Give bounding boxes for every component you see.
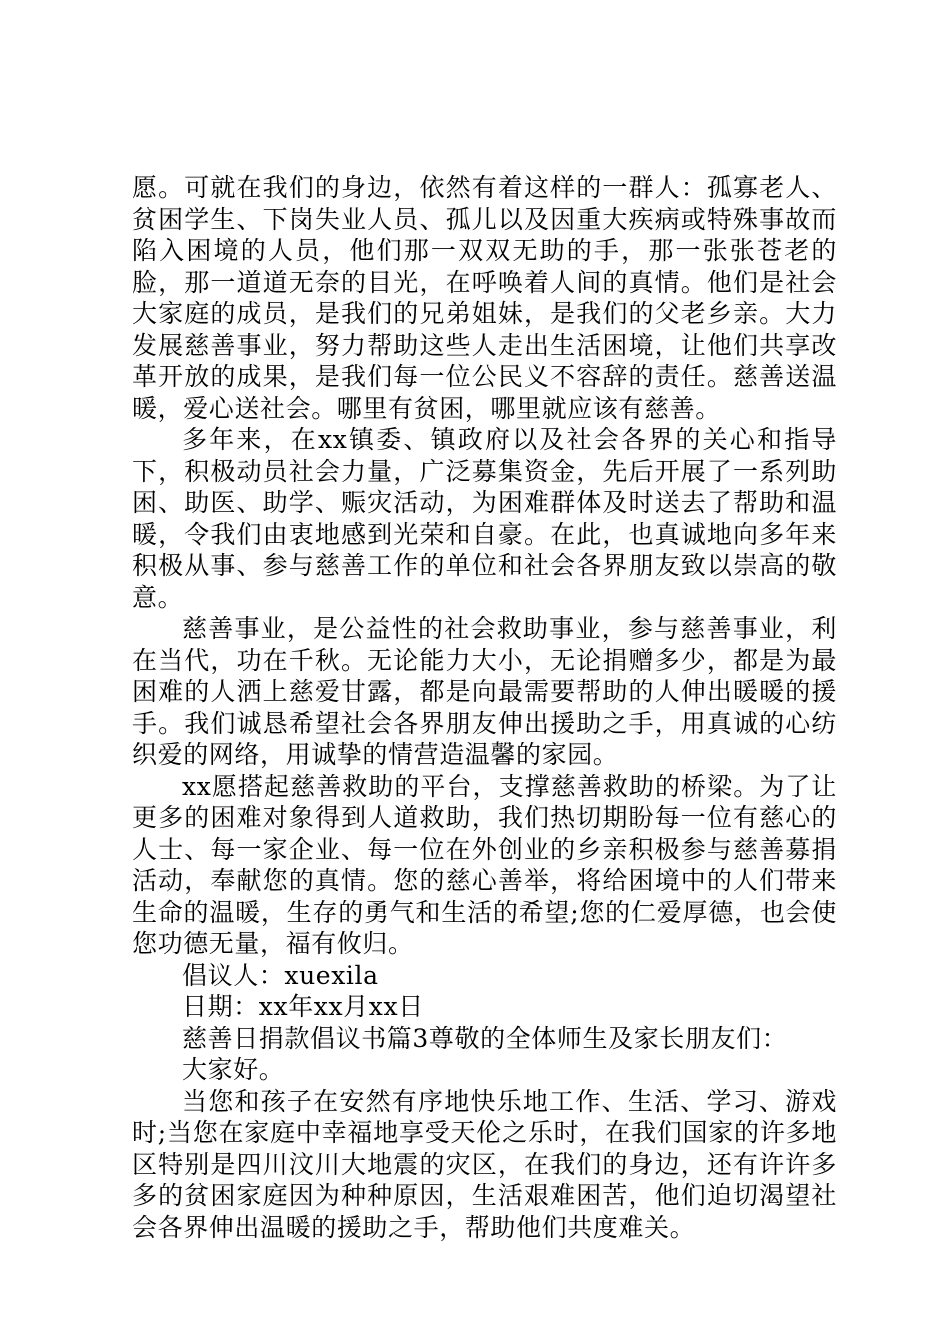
- proposer-line: 倡议人：xuexila: [182, 960, 379, 990]
- section-heading: 慈善日捐款倡议书篇3尊敬的全体师生及家长朋友们：: [182, 1023, 788, 1053]
- date-line: 日期：xx年xx月xx日: [182, 992, 424, 1021]
- paragraph-over-the-years: 多年来，在xx镇委、镇政府以及社会各界的关心和指导下，积极动员社会力量，广泛募集资金，先后开展了一系列助困、助医、助学、赈灾活动，为困难群体及时送去了帮助和温暖，令我们由衷地感到光荣和自豪。在此，也真诚地向多年来积极从事、参与慈善工作的单位和社会各界朋友致以崇高的敬意。: [132, 425, 837, 612]
- paragraph-platform: xx愿搭起慈善救助的平台，支撑慈善救助的桥梁。为了让更多的困难对象得到人道救助，我们热切期盼每一位有慈心的人士、每一家企业、每一位在外创业的乡亲积极参与慈善募捐活动，奉献您的真情。您的慈心善举，将给困境中的人们带来生命的温暖，生存的勇气和生活的希望;您的仁爱厚德，也会使您功德无量，福有攸归。: [132, 771, 837, 958]
- paragraph-charity-cause: 慈善事业，是公益性的社会救助事业，参与慈善事业，利在当代，功在千秋。无论能力大小，无论捐赠多少，都是为最困难的人洒上慈爱甘露，都是向最需要帮助的人伸出暖暖的援手。我们诚恳希望社会各界朋友伸出援助之手，用真诚的心纺织爱的网络，用诚挚的情营造温馨的家园。: [132, 614, 837, 769]
- greeting-line: 大家好。: [182, 1055, 285, 1084]
- document-page: [132, 172, 837, 1243]
- paragraph-continuation: 愿。可就在我们的身边，依然有着这样的一群人：孤寡老人、贫困学生、下岗失业人员、孤儿以及因重大疾病或特殊事故而陷入困境的人员，他们那一双双无助的手，那一张张苍老的脸，那一道道无奈的目光，在呼唤着人间的真情。他们是社会大家庭的成员，是我们的兄弟姐妹，是我们的父老乡亲。大力发展慈善事业，努力帮助这些人走出生活困境，让他们共享改革开放的成果，是我们每一位公民义不容辞的责任。慈善送温暖，爱心送社会。哪里有贫困，哪里就应该有慈善。: [132, 173, 837, 423]
- paragraph-closing: 当您和孩子在安然有序地快乐地工作、生活、学习、游戏时;当您在家庭中幸福地享受天伦之乐时，在我们国家的许多地区特别是四川汶川大地震的灾区，在我们的身边，还有许许多多的贫困家庭因为种种原因，生活艰难困苦，他们迫切渴望社会各界伸出温暖的援助之手，帮助他们共度难关。: [132, 1086, 837, 1242]
